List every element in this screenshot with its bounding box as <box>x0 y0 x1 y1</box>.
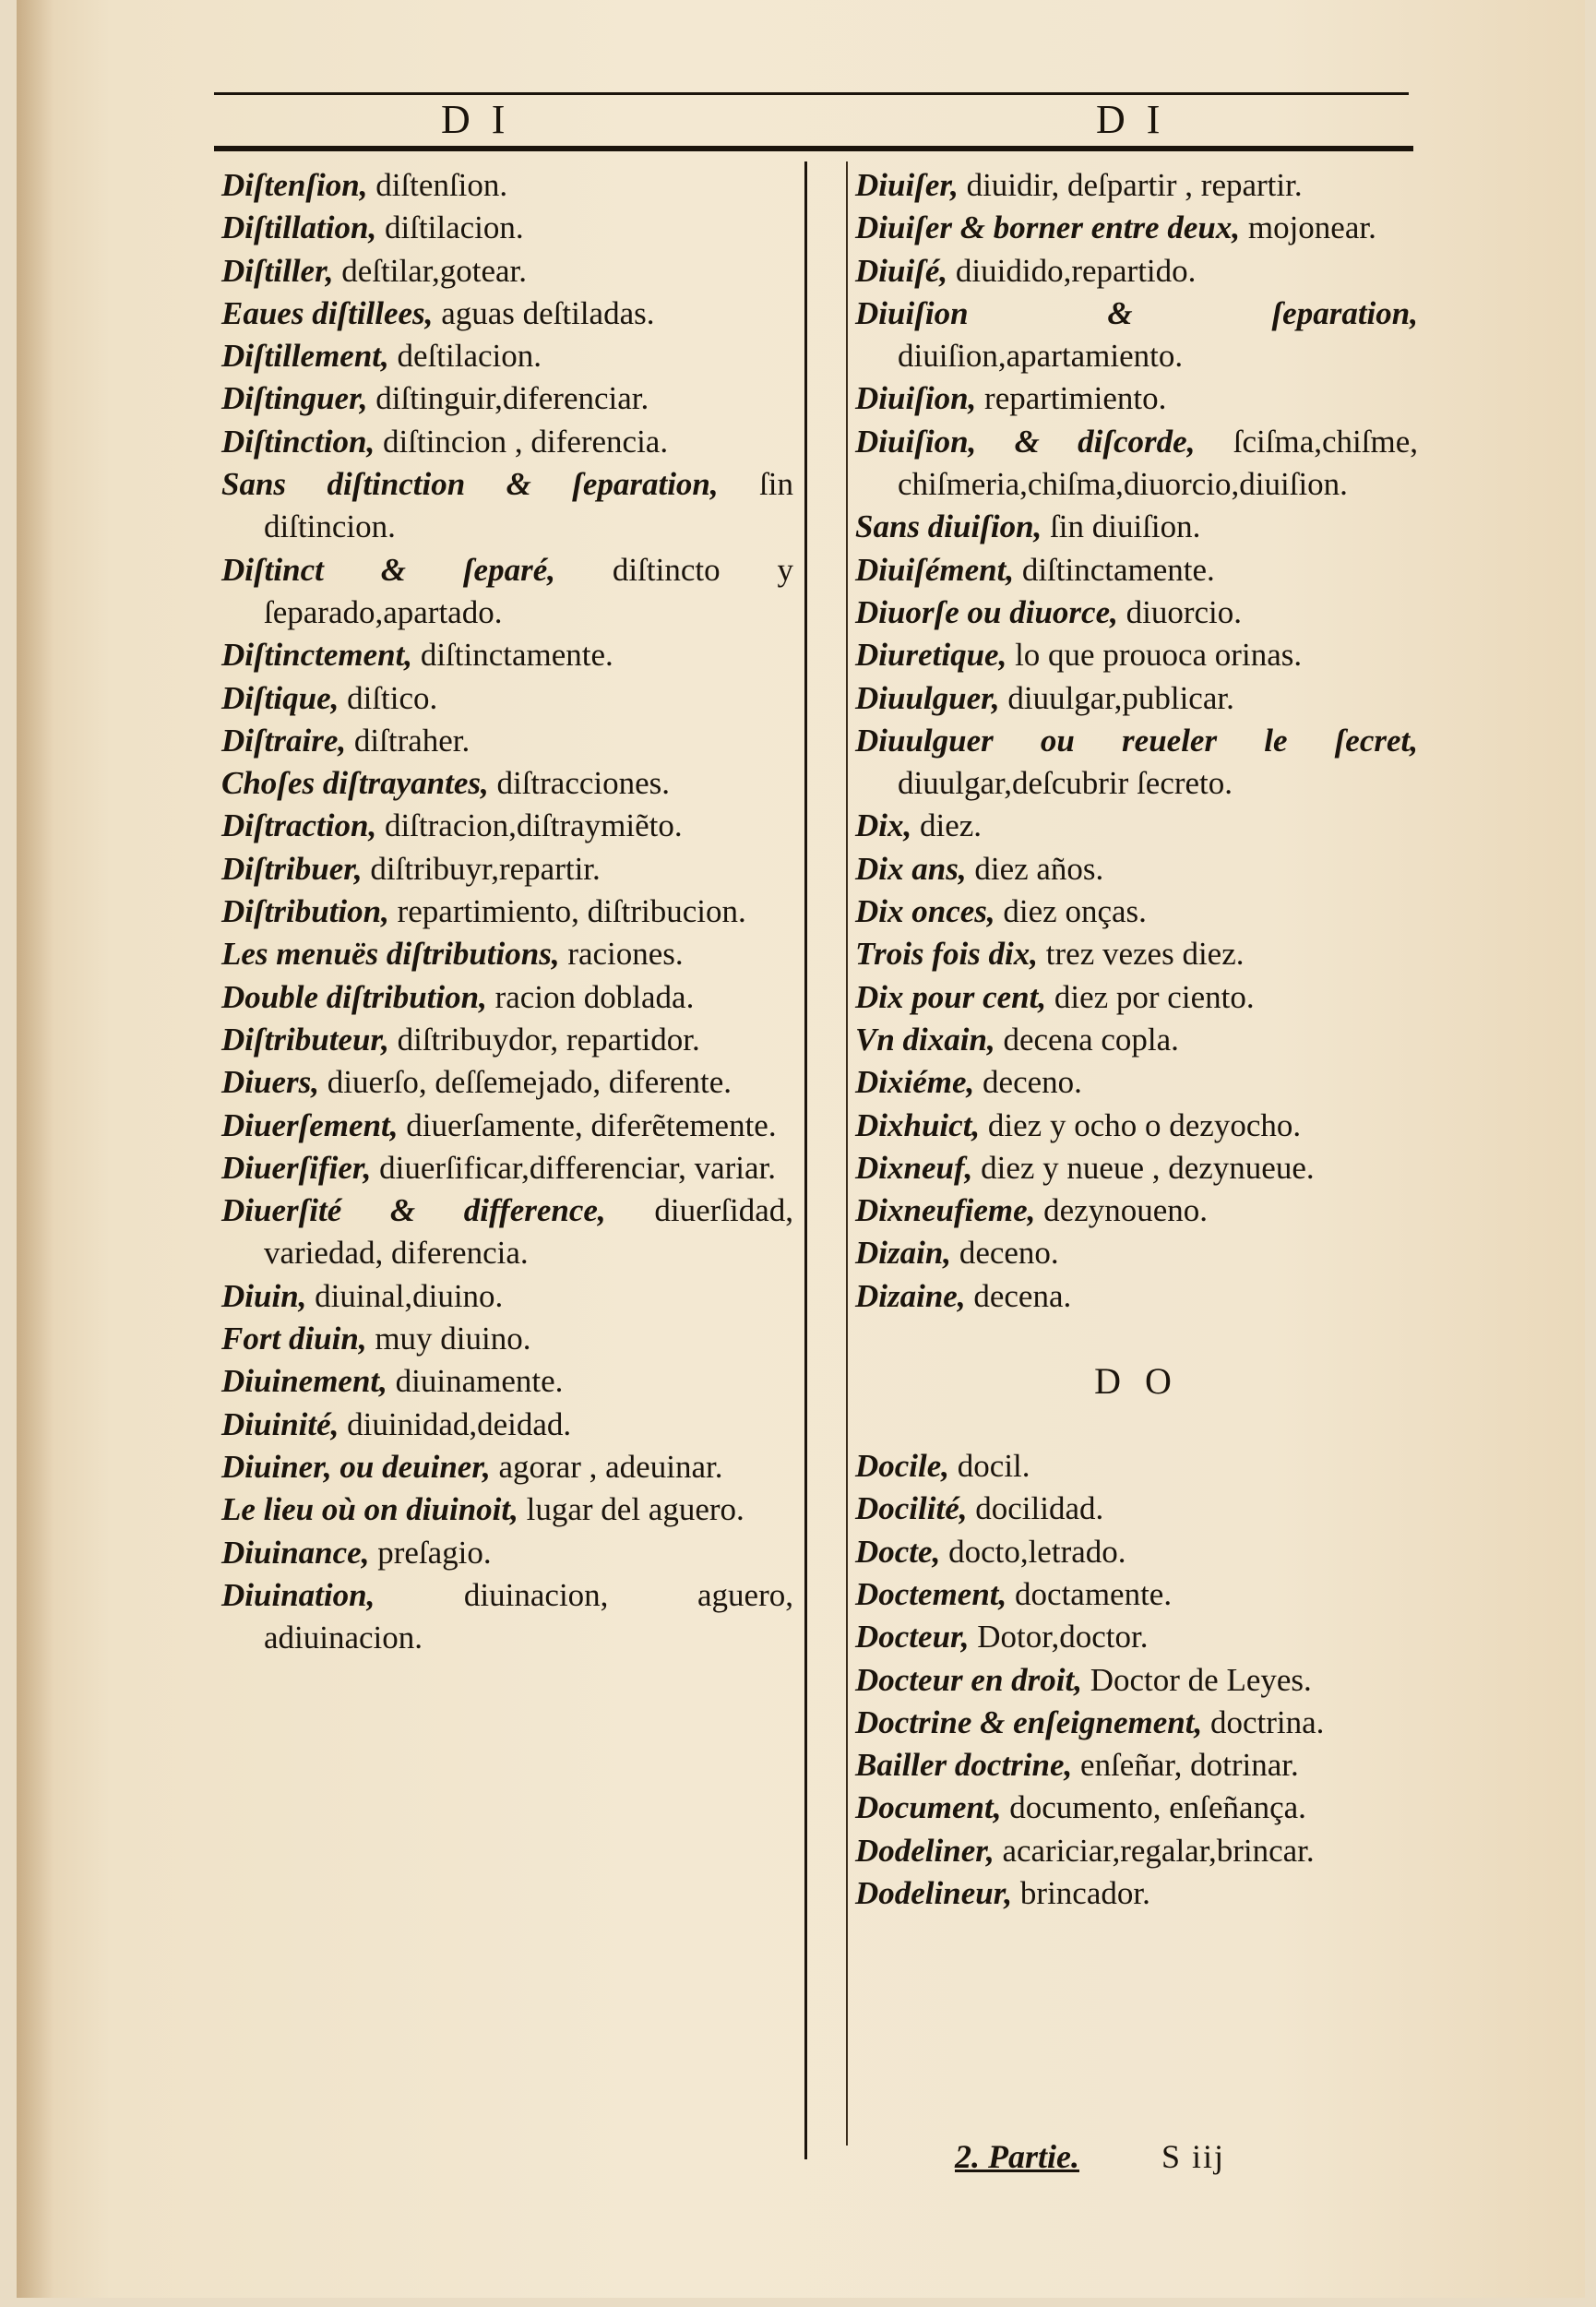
entry-headword: Diſtinction, <box>221 423 375 460</box>
dictionary-entry <box>855 1616 1418 1658</box>
dictionary-entry <box>221 207 793 249</box>
dictionary-entry <box>221 634 793 676</box>
left-column <box>221 164 793 1659</box>
entry-translation: diuinal,diuino. <box>306 1277 504 1314</box>
entry-translation: muy diuino. <box>366 1321 531 1357</box>
entry-headword: Docteur en droit, <box>855 1661 1082 1698</box>
entry-translation: diſtenſion. <box>367 167 508 203</box>
entry-translation: diuinamente. <box>387 1363 564 1400</box>
entry-translation: diuinidad,deidad. <box>339 1405 572 1442</box>
dictionary-entry <box>855 1105 1418 1147</box>
entry-headword: Sans diſtinction & ſeparation, <box>221 466 719 503</box>
dictionary-entry <box>221 1446 793 1488</box>
entry-translation: diſtinctamente. <box>1014 551 1215 588</box>
entry-headword: Diſtraction, <box>221 807 377 844</box>
dictionary-entry <box>221 1189 793 1275</box>
entry-translation: agorar , adeuinar. <box>490 1448 723 1485</box>
dictionary-entry <box>221 1404 793 1446</box>
entry-headword: Diſtinct & ſeparé, <box>221 551 555 588</box>
entry-translation: doctamente. <box>1006 1575 1173 1612</box>
dictionary-entry <box>221 1061 793 1104</box>
dictionary-entry <box>855 1488 1418 1530</box>
entry-headword: Vn dixain, <box>855 1021 995 1058</box>
dictionary-entry <box>855 377 1418 420</box>
dictionary-entry <box>221 891 793 933</box>
entry-translation: diſtraher. <box>346 722 470 759</box>
entry-headword: Diuers, <box>221 1064 319 1101</box>
entry-translation: racion doblada. <box>486 978 695 1015</box>
entry-translation: diſtribuyr,repartir. <box>362 850 601 887</box>
entry-headword: Trois fois dix, <box>855 936 1039 973</box>
dictionary-entry <box>855 207 1418 249</box>
dictionary-entry <box>221 421 793 463</box>
dictionary-entry <box>855 891 1418 933</box>
dictionary-entry <box>221 805 793 847</box>
entry-headword: Diſtillation, <box>221 209 377 246</box>
dictionary-entry <box>221 293 793 335</box>
entry-translation: Dotor,doctor. <box>969 1619 1149 1656</box>
entry-translation: diuerſo, deſſemejado, diferente. <box>319 1064 732 1101</box>
entry-translation: mojonear. <box>1240 209 1376 246</box>
dictionary-entry <box>221 1019 793 1061</box>
dictionary-entry <box>221 463 793 549</box>
dictionary-entry <box>855 1061 1418 1104</box>
dictionary-entry <box>221 1147 793 1189</box>
entry-translation: ſin diſtincion. <box>264 466 793 545</box>
dictionary-entry <box>855 848 1418 891</box>
entry-translation: diſtincto y ſeparado,apartado. <box>264 551 793 630</box>
right-column <box>855 164 1418 1915</box>
entry-translation: diuulgar,publicar. <box>999 679 1234 716</box>
entry-translation: diſtincion , diferencia. <box>375 423 669 460</box>
entry-headword: Diuiſion & ſeparation, <box>855 294 1418 331</box>
entry-headword: Diſtique, <box>221 679 339 716</box>
dictionary-entry <box>855 1147 1418 1189</box>
entry-translation: docil. <box>949 1448 1030 1485</box>
entry-headword: Diſtinctement, <box>221 637 413 674</box>
entry-headword: Doctrine & enſeignement, <box>855 1703 1203 1740</box>
entry-translation: lo que prouoca orinas. <box>1006 637 1303 674</box>
entry-headword: Diſtenſion, <box>221 167 368 203</box>
entry-headword: Diuinité, <box>221 1405 339 1442</box>
entry-translation: brincador. <box>1012 1874 1150 1911</box>
entry-headword: Diuerſité & difference, <box>221 1192 606 1229</box>
entry-headword: Dixneuf, <box>855 1149 973 1186</box>
dictionary-entry <box>221 1488 793 1531</box>
entry-translation: diſtilacion. <box>376 209 524 246</box>
entry-headword: Diuulguer, <box>855 679 1000 716</box>
dictionary-entry <box>221 1574 793 1660</box>
entry-translation: diſtracion,diſtraymiẽto. <box>376 807 683 844</box>
entry-headword: Diuiner, ou deuiner, <box>221 1448 491 1485</box>
entry-headword: Docteur, <box>855 1619 970 1656</box>
entry-headword: Dixiéme, <box>855 1064 975 1101</box>
entry-translation: repartimiento, diſtribucion. <box>388 893 746 930</box>
running-head-left: D I <box>441 97 511 142</box>
column-divider <box>804 161 807 2159</box>
running-head-right: D I <box>1096 97 1166 142</box>
entry-translation: diez y ocho o dezyocho. <box>980 1106 1302 1143</box>
entry-translation: Doctor de Leyes. <box>1081 1661 1312 1698</box>
entry-headword: Diuiſer, <box>855 167 959 203</box>
right-di-entries <box>855 164 1418 1318</box>
dictionary-entry <box>855 1702 1418 1744</box>
entry-translation: diez por ciento. <box>1046 978 1255 1015</box>
entry-headword: Docile, <box>855 1448 950 1485</box>
entry-headword: Diſtillement, <box>221 338 389 375</box>
entry-headword: Diſtinguer, <box>221 380 368 417</box>
dictionary-entry <box>855 1189 1418 1232</box>
dictionary-entry <box>221 549 793 635</box>
entry-translation: diſtracciones. <box>488 765 671 802</box>
entry-headword: Diuulguer ou reueler le ſecret, <box>855 722 1418 759</box>
entry-translation: diuerſidad, variedad, diferencia. <box>264 1192 793 1272</box>
dictionary-entry <box>855 1830 1418 1872</box>
entry-headword: Dix pour cent, <box>855 978 1047 1015</box>
entry-translation: raciones. <box>559 936 684 973</box>
entry-headword: Dixhuict, <box>855 1106 981 1143</box>
signature-mark: S iij <box>1161 2138 1226 2175</box>
entry-headword: Diſtribuer, <box>221 850 363 887</box>
entry-headword: Diuiſé, <box>855 252 948 289</box>
dictionary-entry <box>221 1360 793 1403</box>
entry-translation: decena copla. <box>995 1021 1179 1058</box>
entry-translation: trez vezes diez. <box>1038 936 1245 973</box>
entry-headword: Diſtributeur, <box>221 1021 389 1058</box>
dictionary-entry <box>221 762 793 805</box>
entry-translation: diez. <box>911 807 983 844</box>
top-rule <box>214 92 1409 95</box>
entry-headword: Dodelineur, <box>855 1874 1013 1911</box>
entry-translation: ſin diuiſion. <box>1042 508 1201 545</box>
entry-translation: diez años. <box>966 850 1104 887</box>
entry-headword: Diuiſer & borner entre deux, <box>855 209 1241 246</box>
entry-headword: Eaues diſtillees, <box>221 294 434 331</box>
right-do-entries <box>855 1445 1418 1915</box>
dictionary-entry <box>855 549 1418 592</box>
entry-headword: Double diſtribution, <box>221 978 487 1015</box>
dictionary-entry <box>221 377 793 420</box>
dictionary-entry <box>855 250 1418 293</box>
entry-headword: Diuorſe ou diuorce, <box>855 593 1118 630</box>
dictionary-entry <box>855 506 1418 548</box>
dictionary-entry <box>221 335 793 377</box>
dictionary-entry <box>221 1105 793 1147</box>
dictionary-entry <box>855 1573 1418 1616</box>
dictionary-entry <box>855 164 1418 207</box>
entry-headword: Doctement, <box>855 1575 1007 1612</box>
entry-translation: diez y nueue , dezynueue. <box>972 1149 1315 1186</box>
dictionary-entry <box>221 1318 793 1360</box>
entry-headword: Choſes diſtrayantes, <box>221 765 489 802</box>
dictionary-entry <box>221 677 793 720</box>
dictionary-entry <box>855 1744 1418 1787</box>
entry-headword: Diuiſion, <box>855 380 977 417</box>
dictionary-entry <box>221 250 793 293</box>
entry-headword: Dizain, <box>855 1235 952 1272</box>
dictionary-entry <box>221 1275 793 1318</box>
dictionary-entry <box>855 1872 1418 1915</box>
entry-headword: Diſtiller, <box>221 252 334 289</box>
entry-translation: diuinacion, aguero, adiuinacion. <box>264 1576 793 1656</box>
entry-translation: documento, enſeñança. <box>1001 1789 1306 1826</box>
dictionary-entry <box>855 677 1418 720</box>
entry-headword: Dodeliner, <box>855 1832 995 1869</box>
dictionary-entry <box>221 933 793 975</box>
dictionary-entry <box>221 976 793 1019</box>
dictionary-entry <box>855 592 1418 634</box>
entry-translation: preſagio. <box>369 1534 492 1571</box>
column-divider-inner <box>846 161 848 2146</box>
entry-translation: doctrina. <box>1202 1703 1325 1740</box>
entry-translation: docto,letrado. <box>940 1533 1126 1570</box>
entry-translation: deſtilacion. <box>388 338 542 375</box>
dictionary-entry <box>855 1232 1418 1274</box>
entry-translation: deſtilar,gotear. <box>333 252 528 289</box>
dictionary-entry <box>855 1019 1418 1061</box>
entry-headword: Fort diuin, <box>221 1321 367 1357</box>
entry-translation: deceno. <box>951 1235 1059 1272</box>
entry-translation: docilidad. <box>967 1490 1104 1527</box>
entry-translation: ſciſma,chiſme, chiſmeria,chiſma,diuorcio,diuiſion. <box>898 423 1418 503</box>
page-signature <box>955 2137 1225 2176</box>
entry-translation: aguas deſtiladas. <box>433 294 655 331</box>
dictionary-entry <box>221 164 793 207</box>
dictionary-entry <box>855 933 1418 975</box>
entry-headword: Dixneufieme, <box>855 1192 1036 1229</box>
entry-translation: decena. <box>965 1277 1072 1314</box>
dictionary-entry <box>855 421 1418 507</box>
entry-headword: Diuerſifier, <box>221 1149 372 1186</box>
entry-headword: Le lieu où on diuinoit, <box>221 1491 518 1528</box>
entry-headword: Diſtraire, <box>221 722 347 759</box>
dictionary-entry <box>221 848 793 891</box>
entry-translation: diſtinguir,diferenciar. <box>367 380 649 417</box>
entry-translation: deceno. <box>974 1064 1082 1101</box>
dictionary-entry <box>855 1445 1418 1488</box>
entry-headword: Diuination, <box>221 1576 375 1613</box>
entry-headword: Dizaine, <box>855 1277 966 1314</box>
binding-shadow <box>17 0 54 2298</box>
entry-translation: diuulgar,deſcubrir ſecreto. <box>898 765 1233 802</box>
signature-part: 2. Partie. <box>955 2138 1079 2175</box>
dictionary-entry <box>855 1787 1418 1829</box>
entry-headword: Diuiſion, & diſcorde, <box>855 423 1196 460</box>
dictionary-entry <box>855 1531 1418 1573</box>
entry-translation: diuorcio. <box>1117 593 1243 630</box>
entry-translation: diez onças. <box>995 893 1147 930</box>
dictionary-entry <box>855 1275 1418 1318</box>
entry-translation: diſtribuydor, repartidor. <box>388 1021 700 1058</box>
entry-headword: Document, <box>855 1789 1002 1826</box>
entry-translation: repartimiento. <box>976 380 1167 417</box>
entry-headword: Diuiſément, <box>855 551 1015 588</box>
dictionary-entry <box>855 976 1418 1019</box>
entry-headword: Diuinance, <box>221 1534 370 1571</box>
dictionary-entry <box>855 634 1418 676</box>
dictionary-entry <box>221 720 793 762</box>
entry-headword: Diuerſement, <box>221 1106 399 1143</box>
entry-headword: Dix ans, <box>855 850 967 887</box>
entry-translation: diſtinctamente. <box>412 637 613 674</box>
section-heading: D O <box>1094 1360 1179 1403</box>
entry-headword: Diuinement, <box>221 1363 387 1400</box>
entry-headword: Les menuës diſtributions, <box>221 936 560 973</box>
entry-translation: diuidido,repartido. <box>947 252 1197 289</box>
entry-headword: Dix, <box>855 807 912 844</box>
entry-translation: diſtico. <box>339 679 438 716</box>
dictionary-entry <box>855 805 1418 847</box>
entry-translation: dezynoueno. <box>1035 1192 1208 1229</box>
entry-headword: Bailler doctrine, <box>855 1747 1073 1784</box>
entry-headword: Diſtribution, <box>221 893 389 930</box>
header-rule <box>214 146 1413 151</box>
dictionary-entry <box>855 1659 1418 1702</box>
entry-headword: Diuin, <box>221 1277 307 1314</box>
entry-translation: acariciar,regalar,brincar. <box>994 1832 1315 1869</box>
entry-headword: Docte, <box>855 1533 941 1570</box>
entry-headword: Sans diuiſion, <box>855 508 1042 545</box>
dictionary-entry <box>221 1532 793 1574</box>
entry-headword: Dix onces, <box>855 893 995 930</box>
entry-headword: Diuretique, <box>855 637 1007 674</box>
entry-translation: diuerſamente, diferẽtemente. <box>398 1106 777 1143</box>
entry-translation: enſeñar, dotrinar. <box>1072 1747 1299 1784</box>
entry-translation: diuiſion,apartamiento. <box>898 338 1184 375</box>
dictionary-entry <box>855 293 1418 378</box>
entry-translation: diuidir, deſpartir , repartir. <box>958 167 1303 203</box>
entry-headword: Docilité, <box>855 1490 968 1527</box>
entry-translation: diuerſificar,differenciar, variar. <box>371 1149 777 1186</box>
entry-translation: lugar del aguero. <box>518 1491 744 1528</box>
dictionary-entry <box>855 720 1418 806</box>
